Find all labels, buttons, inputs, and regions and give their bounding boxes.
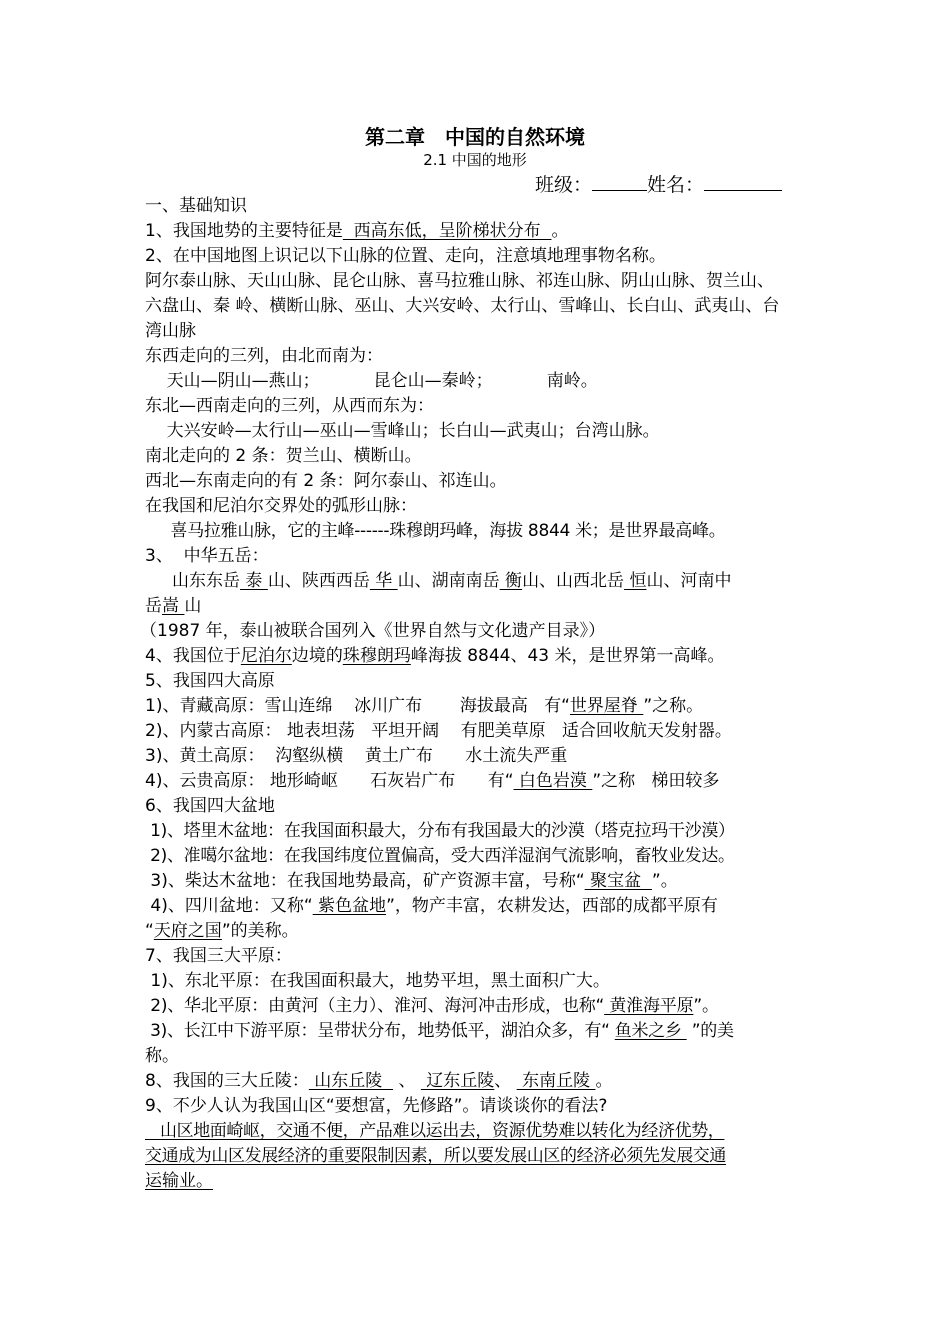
text: 4、我国位于	[145, 646, 241, 666]
plain-north-china	[145, 994, 815, 1019]
text: 3)、长江中下游平原：呈带状分布，地势低平，湖泊众多，有“	[145, 1021, 615, 1041]
q9-answer-line-1: 山区地面崎岖，交通不便，产品难以运出去，资源优势难以转化为经济优势，	[145, 1121, 725, 1141]
plateau-huangtu: 3)、黄土高原： 沟壑纵横 黄土广布 水土流失严重	[145, 746, 568, 766]
plateau-neimenggu: 2)、内蒙古高原： 地表坦荡 平坦开阔 有肥美草原 适合回收航天发射器。	[145, 721, 732, 741]
text: 山、湖南南岳	[397, 571, 500, 591]
east-west-answer: 天山—阴山—燕山； 昆仑山—秦岭； 南岭。	[145, 371, 598, 391]
class-blank[interactable]	[592, 172, 647, 191]
text: ”，物产丰富，农耕发达，西部的成都平原有	[386, 896, 718, 916]
plain-yangtze	[145, 1019, 815, 1044]
answer-white-rock-desert: 白色岩漠	[513, 771, 593, 791]
mountain-list-line-3: 湾山脉	[145, 321, 196, 341]
text: ”之称 梯田较多	[592, 771, 720, 791]
text: 边境的	[291, 646, 343, 666]
text: 3)、柴达木盆地：在我国地势最高，矿产资源丰富，号称“	[145, 871, 585, 891]
answer-treasure-basin: 聚宝盆	[584, 871, 652, 891]
ne-sw-answer: 大兴安岭—太行山—巫山—雪峰山；长白山—武夷山；台湾山脉。	[145, 421, 660, 441]
text: 4)、四川盆地：又称“	[145, 896, 313, 916]
q1-line	[145, 219, 815, 244]
basin-qaidam	[145, 869, 815, 894]
nw-se-line: 西北—东南走向的有 2 条：阿尔泰山、祁连山。	[145, 471, 507, 491]
answer-land-of-abundance: 天府之国	[153, 921, 222, 941]
answer-hua: 华	[369, 571, 398, 591]
text: 岳	[145, 596, 162, 616]
answer-southeast-hills: 东南丘陵	[516, 1071, 596, 1091]
basin-junggar: 2)、准噶尔盆地：在我国纬度位置偏高，受大西洋湿润气流影响，畜牧业发达。	[145, 846, 735, 866]
q1-text: 1、我国地势的主要特征是	[145, 221, 343, 241]
name-label: 姓名：	[647, 174, 705, 196]
basin-sichuan	[145, 894, 815, 919]
q7-heading: 7、我国三大平原：	[145, 946, 292, 966]
text: 4)、云贵高原： 地形崎岖 石灰岩广布 有“	[145, 771, 514, 791]
text: 山、河南中	[646, 571, 732, 591]
name-blank[interactable]	[704, 172, 782, 191]
q9-answer-line-3: 运输业。	[145, 1171, 213, 1191]
text: 山东东岳	[145, 571, 241, 591]
mountain-list-line-2: 六盘山、秦 岭、横断山脉、巫山、大兴安岭、太行山、雪峰山、长白山、武夷山、台	[145, 296, 780, 316]
answer-shandong-hills: 山东丘陵	[308, 1071, 394, 1091]
plateau-yungui	[145, 769, 815, 794]
answer-nepal: 尼泊尔	[240, 646, 292, 666]
arc-mountain-heading: 在我国和尼泊尔交界处的弧形山脉：	[145, 496, 417, 516]
text: ”之称。	[643, 696, 704, 716]
q3-line: 3、 中华五岳：	[145, 546, 269, 566]
ne-sw-heading: 东北—西南走向的三列，从西而东为：	[145, 396, 434, 416]
text: 山、山西北岳	[522, 571, 625, 591]
north-south-line: 南北走向的 2 条：贺兰山、横断山。	[145, 446, 422, 466]
q8-line	[145, 1069, 815, 1094]
arc-mountain-answer: 喜马拉雅山脉，它的主峰------珠穆朗玛峰，海拔 8844 米；是世界最高峰。	[145, 521, 726, 541]
section-subtitle: 2.1 中国的地形	[423, 151, 527, 169]
chapter-title: 第二章 中国的自然环境	[365, 125, 585, 149]
q2-line: 2、在中国地图上识记以下山脉的位置、走向，注意填地理事物名称。	[145, 246, 666, 266]
answer-huanghuaihai: 黄淮海平原	[604, 996, 694, 1016]
text: ”。	[651, 871, 678, 891]
text: 1)、青藏高原：雪山连绵 冰川广布 海拔最高 有“	[145, 696, 570, 716]
text: 。	[595, 1071, 613, 1091]
basin-tarim: 1)、塔里木盆地：在我国面积最大，分布有我国最大的沙漠（塔克拉玛干沙漠）	[145, 821, 735, 841]
section-heading: 一、基础知识	[145, 196, 247, 216]
taishan-note: （1987 年，泰山被联合国列入《世界自然与文化遗产目录》）	[140, 621, 606, 641]
answer-tai: 泰	[240, 571, 268, 591]
five-mountains-line-1	[145, 569, 815, 594]
text: 、	[494, 1071, 517, 1091]
answer-heng-north: 恒	[624, 571, 647, 591]
plain-yangtze-cont: 称。	[145, 1046, 179, 1066]
answer-heng-south: 衡	[499, 571, 523, 591]
east-west-heading: 东西走向的三列，由北而南为：	[145, 346, 383, 366]
q1-end: 。	[551, 221, 569, 241]
basin-sichuan-cont	[145, 919, 815, 944]
class-label: 班级：	[535, 174, 593, 196]
text: ”。	[693, 996, 719, 1016]
text: ”的美	[686, 1021, 734, 1041]
q9-answer-line-2: 交通成为山区发展经济的重要限制因素，所以要发展山区的经济必须先发展交通	[145, 1146, 726, 1166]
text: 山	[184, 596, 202, 616]
q1-answer: 西高东低，呈阶梯状分布	[342, 221, 552, 241]
text: ”的美称。	[221, 921, 299, 941]
answer-purple-basin: 紫色盆地	[312, 896, 387, 916]
answer-everest: 珠穆朗玛	[342, 646, 411, 666]
mountain-list-line-1: 阿尔泰山脉、天山山脉、昆仑山脉、喜马拉雅山脉、祁连山脉、阴山山脉、贺兰山、	[145, 271, 774, 291]
plain-northeast: 1)、东北平原：在我国面积最大，地势平坦，黑土面积广大。	[145, 971, 610, 991]
answer-roof-of-world: 世界屋脊	[569, 696, 644, 716]
q6-heading: 6、我国四大盆地	[145, 796, 275, 816]
answer-fish-and-rice: 鱼米之乡	[614, 1021, 687, 1041]
text: 8、我国的三大丘陵：	[145, 1071, 309, 1091]
plateau-qingzang	[145, 694, 815, 719]
answer-liaodong-hills: 辽东丘陵	[420, 1071, 495, 1091]
q4-line	[145, 644, 815, 669]
text: 峰海拔 8844、43 米，是世界第一高峰。	[410, 646, 725, 666]
answer-song: 嵩	[162, 596, 185, 616]
text: 山、陕西西岳	[267, 571, 370, 591]
five-mountains-line-2	[145, 594, 815, 619]
q5-heading: 5、我国四大高原	[145, 671, 275, 691]
text: 2)、华北平原：由黄河（主力）、淮河、海河冲击形成，也称“	[145, 996, 605, 1016]
q9-line: 9、不少人认为我国山区“要想富，先修路”。请谈谈你的看法?	[145, 1096, 608, 1116]
text: 、	[393, 1071, 421, 1091]
text: “	[145, 921, 154, 941]
